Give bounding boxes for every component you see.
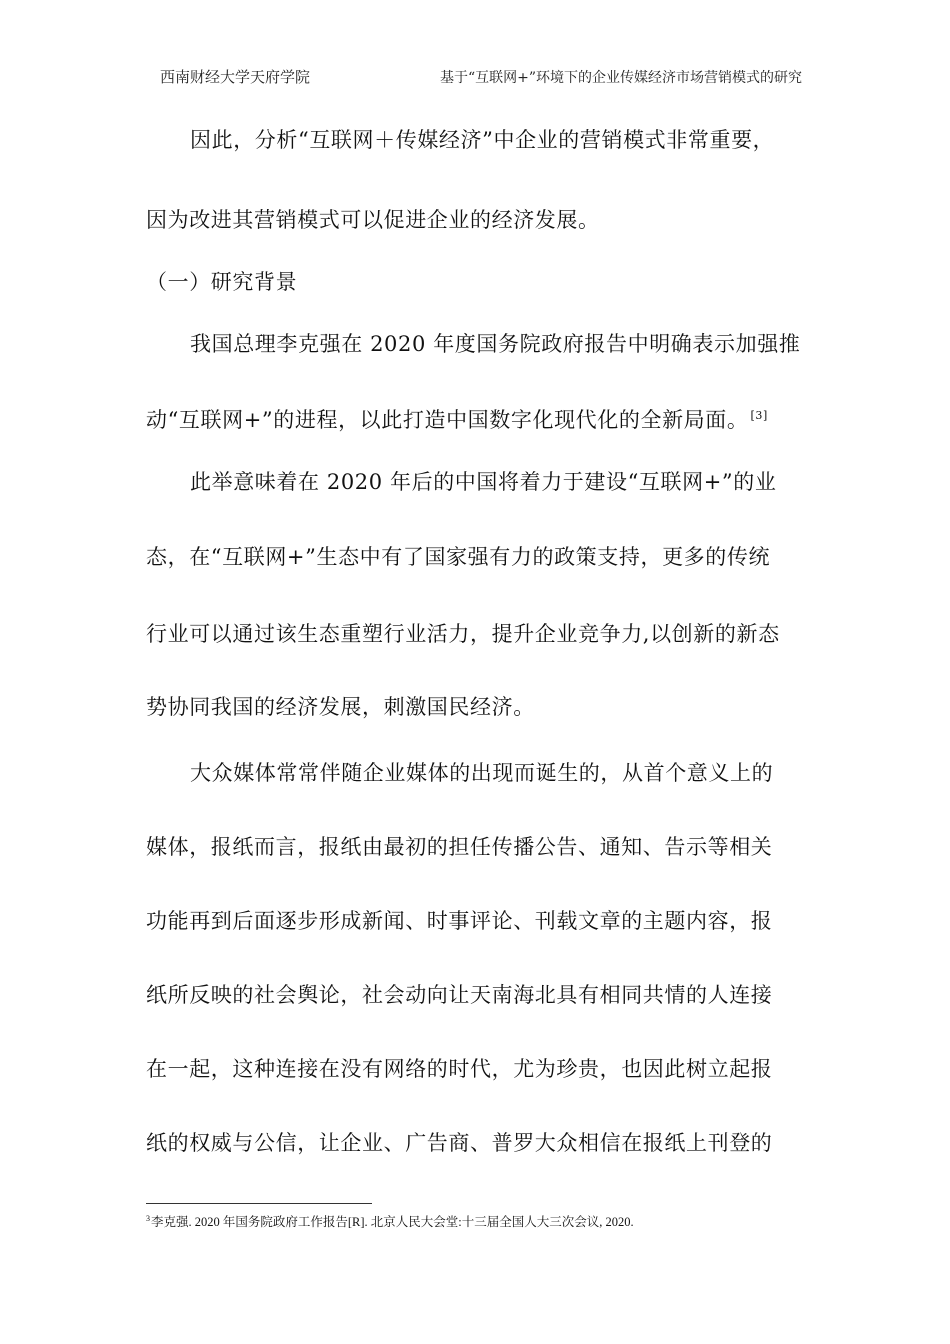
text-line: 纸的权威与公信，让企业、广告商、普罗大众相信在报纸上刊登的 [146, 1131, 773, 1155]
text-line: 此举意味着在 2020 年后的中国将着力于建设“互联网+”的业 [190, 470, 777, 494]
text-line: 在一起，这种连接在没有网络的时代，尤为珍贵，也因此树立起报 [146, 1057, 773, 1081]
text-line-with-citation [146, 404, 768, 434]
footnote-mark: 3 [146, 1213, 150, 1223]
section-heading: （一）研究背景 [146, 270, 298, 294]
footnote [146, 1212, 634, 1230]
text-line: 大众媒体常常伴随企业媒体的出现而诞生的，从首个意义上的 [190, 761, 774, 785]
text-line: 势协同我国的经济发展，刺激国民经济。 [146, 695, 535, 719]
header-institution: 西南财经大学天府学院 [160, 68, 311, 86]
text-line: 因此，分析“互联网＋传媒经济”中企业的营销模式非常重要， [190, 128, 775, 152]
text-line: 媒体，报纸而言，报纸由最初的担任传播公告、通知、告示等相关 [146, 835, 773, 859]
text-line: 态，在“互联网+”生态中有了国家强有力的政策支持，更多的传统 [146, 545, 771, 569]
text-line: 功能再到后面逐步形成新闻、时事评论、刊载文章的主题内容，报 [146, 909, 773, 933]
header-paper-title: 基于“互联网+”环境下的企业传媒经济市场营销模式的研究 [439, 70, 802, 86]
footnote-text: 李克强. 2020 年国务院政府工作报告[R]. 北京人民大会堂:十三届全国人大三次会议, 2020. [151, 1215, 634, 1229]
text-line: 我国总理李克强在 2020 年度国务院政府报告中明确表示加强推 [190, 332, 801, 356]
footnote-divider [146, 1203, 372, 1204]
text-line: 行业可以通过该生态重塑行业活力，提升企业竞争力,以创新的新态 [146, 622, 780, 646]
page-header [160, 66, 802, 87]
text-line: 因为改进其营销模式可以促进企业的经济发展。 [146, 208, 600, 232]
citation-mark: [3] [750, 409, 768, 422]
text-line-content: 动“互联网+”的进程，以此打造中国数字化现代化的全新局面。 [146, 408, 749, 432]
text-line: 纸所反映的社会舆论，社会动向让天南海北具有相同共情的人连接 [146, 983, 773, 1007]
